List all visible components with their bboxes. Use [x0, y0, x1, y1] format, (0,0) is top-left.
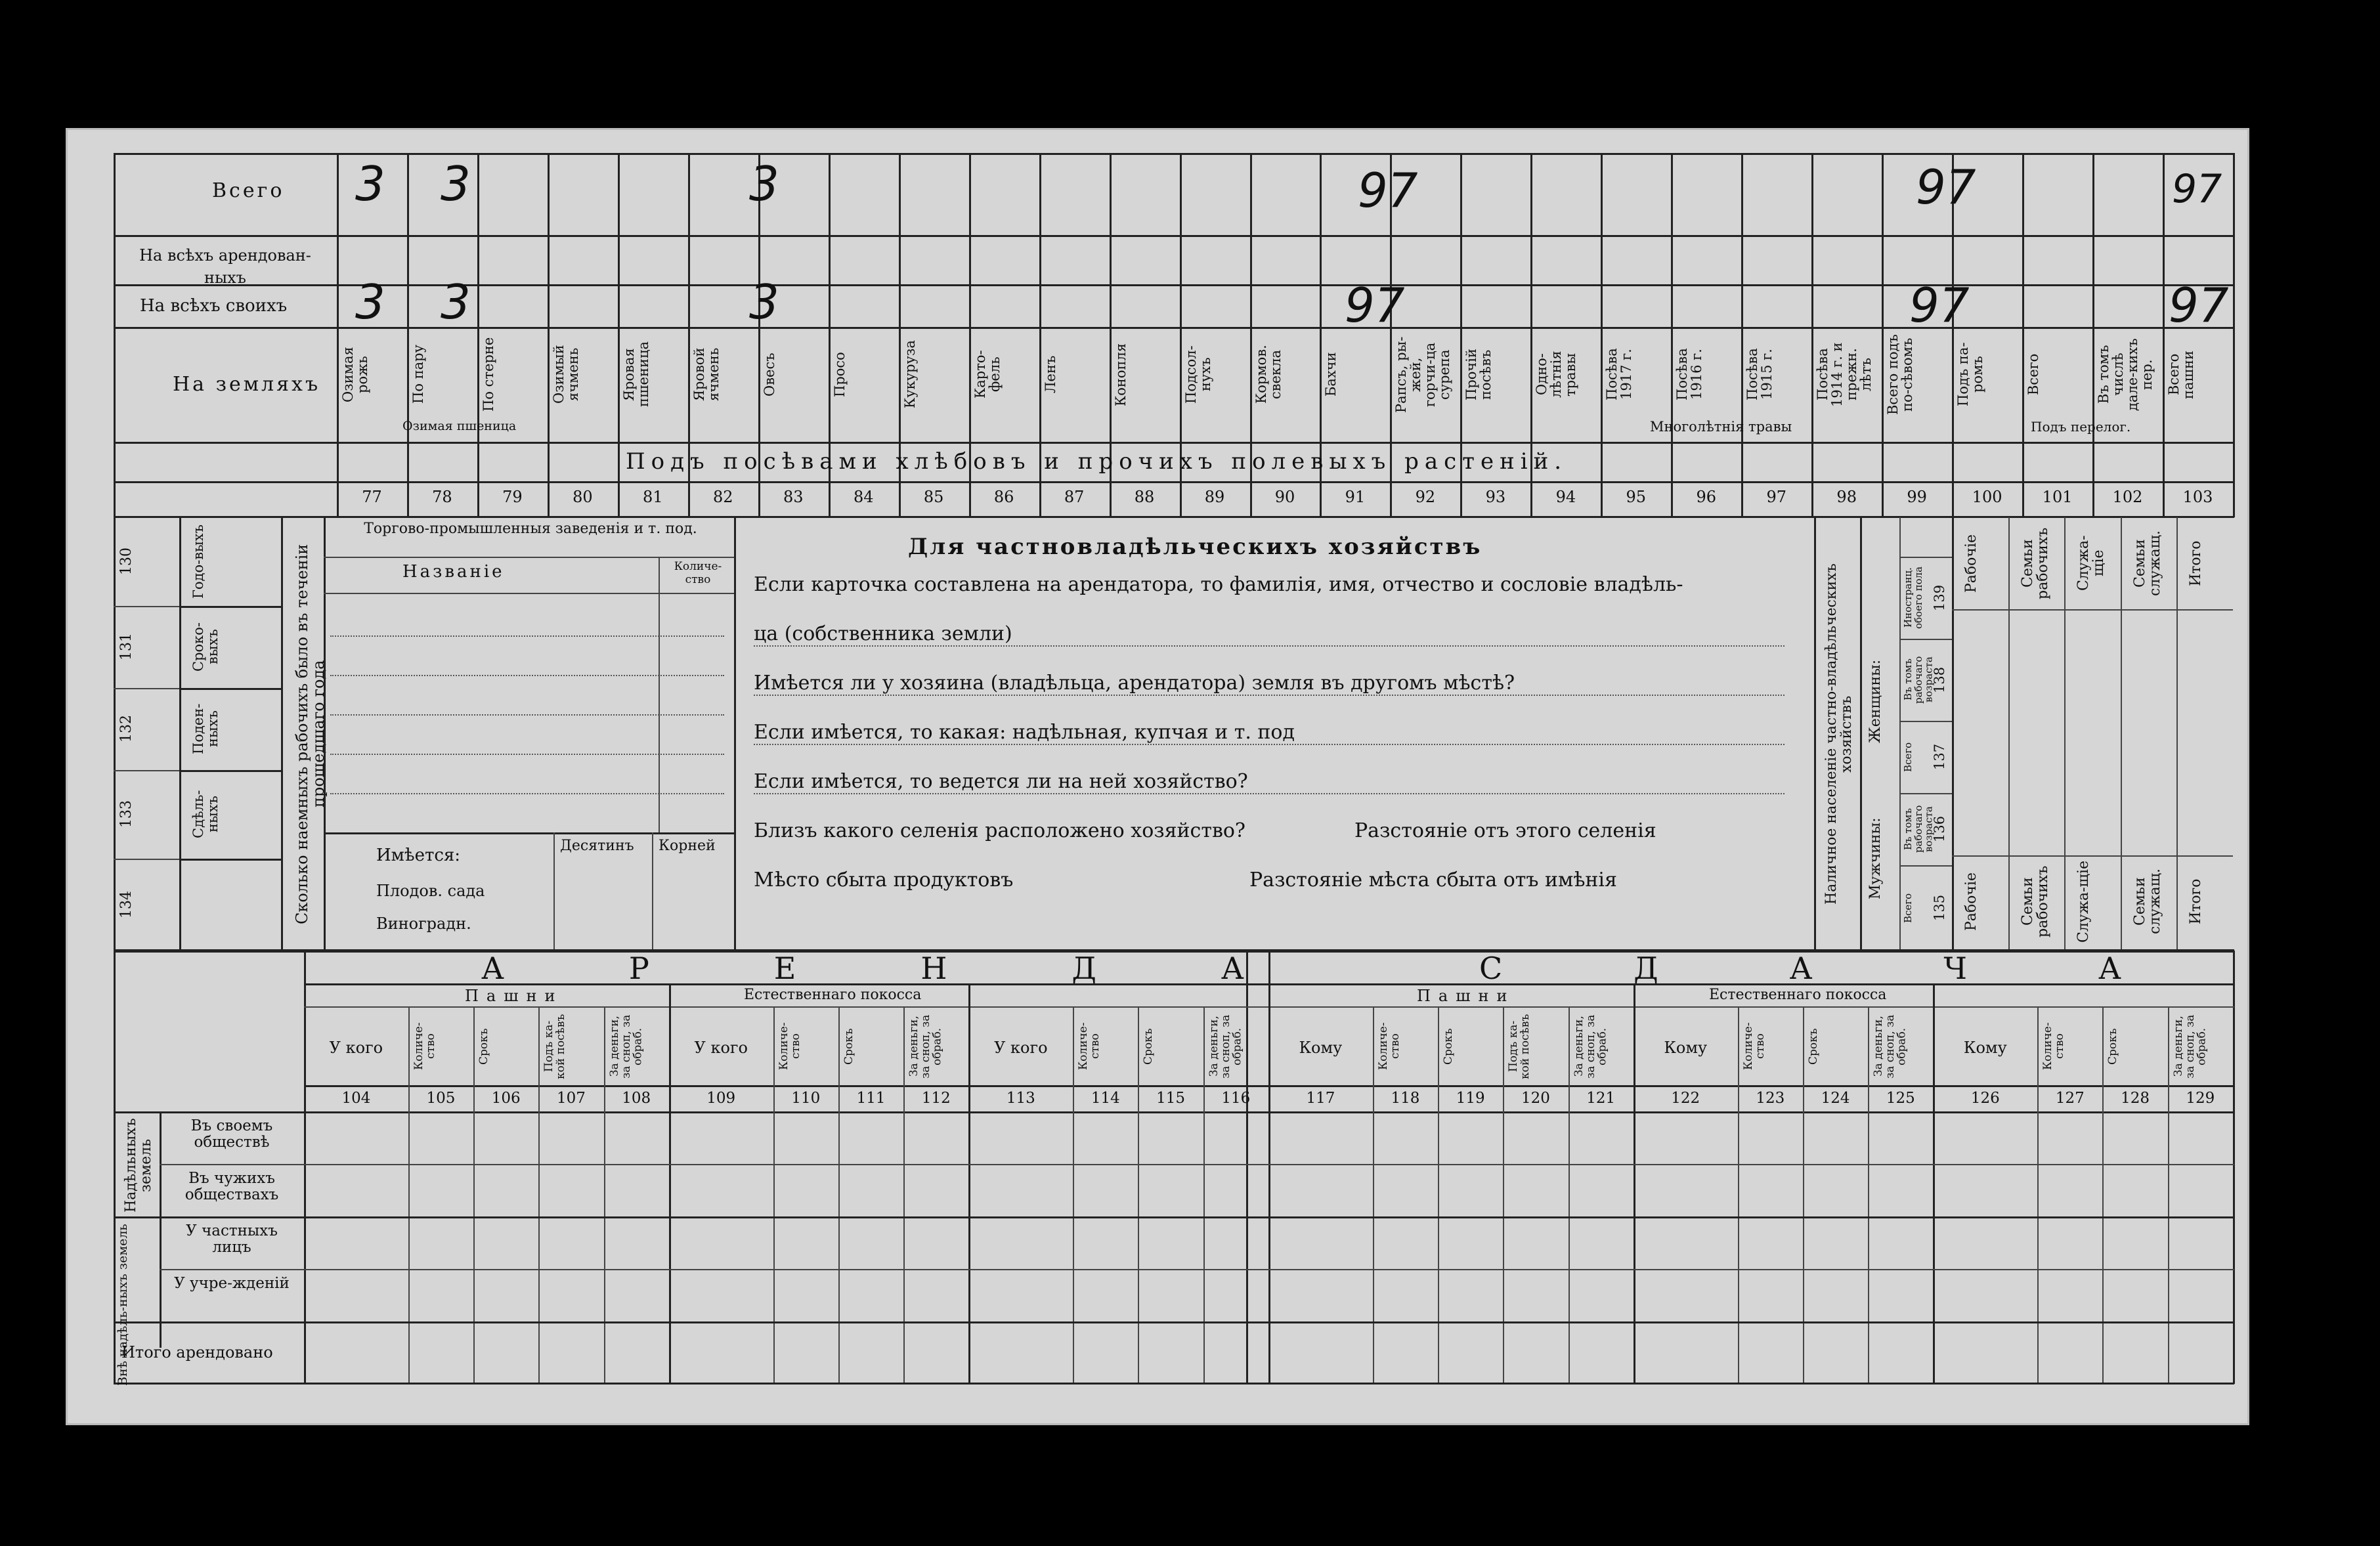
crop-col-number: 90 — [1274, 488, 1295, 506]
lease-col-number: 123 — [1756, 1090, 1785, 1107]
crop-col-number: 84 — [853, 488, 874, 506]
right-bottom-divider — [1952, 855, 2233, 857]
lease-col-label: Кому — [1664, 1039, 1708, 1057]
lease-col-label: Количе-ство — [412, 1022, 437, 1071]
crop-col-divider — [2163, 153, 2165, 517]
crop-col-number: 102 — [2112, 488, 2143, 506]
crop-col-number: 103 — [2182, 488, 2213, 506]
crop-col-label: Подсол-нухъ — [1182, 345, 1213, 404]
row-svoem: Въ своемъ обществѣ — [190, 1117, 273, 1151]
middle-block — [114, 517, 2234, 951]
row-label-svoih: На всѣхъ своихъ — [140, 296, 288, 316]
crop-col-number: 95 — [1626, 488, 1647, 506]
nadel-label: Надѣльныхъ земель — [123, 1118, 155, 1213]
women-label: Женщины: — [1867, 659, 1884, 743]
question-2: Имѣется ли у хозяина (владѣльца, арендатора) земля въ другомъ мѣстѣ? — [754, 672, 1785, 696]
lease-col-label: Количе-ство — [2041, 1022, 2067, 1071]
lease-col-divider — [838, 1006, 840, 1384]
crop-col-label: По стерне — [480, 337, 496, 412]
trade-qty-header: Количе-ство — [674, 560, 722, 586]
right-top-divider — [1952, 609, 2233, 611]
census-card — [66, 128, 2253, 1425]
pop-row-divider — [1899, 865, 1952, 867]
crop-col-number: 99 — [1907, 488, 1927, 506]
crop-col-number: 85 — [923, 488, 944, 506]
row-label-vsego: Всего — [212, 179, 285, 202]
crop-col-divider — [477, 153, 479, 517]
sub-label-mnogoletnie-travy: Многолѣтнiя травы — [1650, 419, 1792, 435]
right-col-label-bottom: Рабочiе — [1963, 872, 1980, 931]
right-col-label-bottom: Семьи служащ. — [2131, 868, 2163, 935]
worker-col-number: 130 — [118, 548, 135, 576]
trade-header: Торгово-промышленныя заведенiя и т. под. — [364, 521, 697, 537]
lease-col-number: 119 — [1456, 1090, 1485, 1107]
lease-col-number: 126 — [1970, 1090, 2000, 1107]
pop-col-number: 135 — [1932, 894, 1947, 922]
hw-svoi-78: 3 — [441, 274, 471, 330]
question-4: Если имѣется, то ведется ли на ней хозяйство? — [754, 770, 1785, 794]
men-label: Мужчины: — [1867, 817, 1884, 900]
crop-col-label: Одно-лѣтнiя травы — [1534, 351, 1579, 398]
imeetsya-label: Имѣется: — [376, 846, 461, 865]
crop-col-label: Прочiй посѣвъ — [1463, 349, 1494, 400]
hw-vsego-99: 97 — [1916, 160, 1976, 215]
crop-col-number: 77 — [362, 488, 382, 506]
crop-col-label: Яровая пшеница — [620, 341, 651, 408]
lease-col-number: 129 — [2186, 1090, 2215, 1107]
sdacha-title: СДАЧА — [1479, 951, 2253, 986]
pop-col-number: 139 — [1932, 584, 1947, 611]
crop-col-number: 98 — [1836, 488, 1857, 506]
lease-col-divider — [1868, 1006, 1869, 1384]
question-6b: Разстоянiе мѣста сбыта отъ имѣнiя — [1249, 869, 1617, 891]
crop-col-number: 101 — [2042, 488, 2073, 506]
hw-vsego-91: 97 — [1358, 163, 1418, 218]
worker-col-label: Сроко-выхъ — [190, 622, 221, 672]
lease-col-divider — [1803, 1006, 1804, 1384]
hw-svoi-91: 97 — [1345, 278, 1405, 333]
lease-col-number: 121 — [1586, 1090, 1616, 1107]
lease-col-label: Подъ ка-кой посѣвъ — [1507, 1014, 1532, 1079]
right-col-label-top: Семьи служащ. — [2131, 530, 2163, 597]
hw-vsego-78: 3 — [441, 156, 471, 211]
lease-col-number: 116 — [1221, 1090, 1251, 1107]
hw-svoi-77: 3 — [355, 274, 385, 330]
worker-col-label: Годо-выхъ — [190, 525, 206, 599]
crop-col-label: Всего пашни — [2166, 350, 2197, 399]
pop-col-label: Въ томъ рабочаго возраста — [1902, 656, 1935, 704]
crop-col-label: Посѣва 1916 г. — [1674, 348, 1705, 401]
population-vertical-caption: Наличное населенiе частно-владѣльческихъ хозяйствъ — [1823, 563, 1855, 905]
crop-col-number: 86 — [993, 488, 1014, 506]
lease-col-label: За деньги, за сноп, за обраб. — [1207, 1014, 1244, 1079]
lease-col-label: Срокъ — [1806, 1028, 1820, 1065]
worker-row-divider — [114, 859, 179, 860]
crop-col-label: Посѣва 1917 г. — [1604, 348, 1635, 401]
lease-col-label: У кого — [994, 1039, 1048, 1057]
crop-col-number: 89 — [1204, 488, 1225, 506]
crop-col-label: Карто-фель — [972, 350, 1003, 399]
crop-col-label: Конопля — [1112, 343, 1129, 406]
arenda-estestv: Естественнаго покосса — [744, 987, 922, 1003]
private-farms-title: Для частновладѣльческихъ хозяйствъ — [908, 534, 1482, 560]
lease-col-label: Срокъ — [1442, 1028, 1456, 1065]
lease-col-label: Количе-ство — [1376, 1022, 1402, 1071]
lease-col-label: За деньги, за сноп, за обраб. — [607, 1014, 645, 1079]
hw-vsego-77: 3 — [355, 156, 385, 211]
question-1b: ца (собственника земли) — [754, 622, 1785, 647]
crop-col-number: 82 — [713, 488, 733, 506]
crop-col-label: Озимый ячмень — [550, 345, 581, 404]
crop-col-label: По пару — [410, 345, 426, 404]
lease-col-divider — [1373, 1006, 1374, 1384]
right-col-label-top: Рабочiе — [1963, 534, 1980, 593]
right-col-label-bottom: Итого — [2188, 878, 2205, 924]
right-col-label-top: Семьи рабочихъ — [2019, 527, 2051, 599]
vne-nadel-label: Внѣ надѣль-ныхъ земель — [116, 1224, 130, 1386]
crop-col-label: Кормов. свекла — [1253, 345, 1284, 404]
crop-col-number: 94 — [1555, 488, 1576, 506]
crop-col-label: Кукуруза — [901, 340, 918, 409]
itogo-arendovano: Итого арендовано — [121, 1343, 273, 1362]
worker-col-label: Сдѣль-ныхъ — [190, 790, 221, 839]
worker-col-label: Поден-ныхъ — [190, 703, 221, 755]
lease-col-number: 120 — [1521, 1090, 1550, 1107]
lease-col-label: За деньги, за сноп, за обраб. — [907, 1014, 944, 1079]
lease-col-divider — [1203, 1006, 1205, 1384]
crop-col-number: 78 — [432, 488, 452, 506]
lease-col-number: 110 — [791, 1090, 821, 1107]
sub-label-ozimaya-pshenitsa: Озимая пшеница — [402, 419, 517, 433]
crops-banner: Подъ посѣвами хлѣбовъ и прочихъ полевыхъ растенiй. — [626, 448, 1568, 475]
korney-header: Корней — [659, 838, 716, 854]
lease-col-number: 109 — [706, 1090, 736, 1107]
right-col-divider — [2008, 517, 2010, 951]
question-5b: Разстоянiе отъ этого селенiя — [1354, 819, 1656, 842]
lease-col-divider — [2037, 1006, 2039, 1384]
crop-col-number: 91 — [1345, 488, 1366, 506]
hw-vsego-82: 3 — [749, 156, 779, 211]
lease-col-number: 108 — [622, 1090, 651, 1107]
lease-col-number: 107 — [556, 1090, 586, 1107]
pop-col-label: Всего — [1902, 742, 1914, 772]
lease-col-divider — [1268, 951, 1270, 1384]
lease-col-divider — [538, 1006, 540, 1384]
crop-col-label: Посѣва 1914 г. и прежн. лѣтъ — [1815, 342, 1874, 407]
question-1: Если карточка составлена на арендатора, то фамилiя, имя, отчество и сословiе владѣль- — [754, 573, 1683, 596]
lease-col-number: 128 — [2121, 1090, 2150, 1107]
crop-col-number: 97 — [1766, 488, 1786, 506]
lease-col-divider — [773, 1006, 775, 1384]
worker-row-divider — [114, 688, 179, 689]
right-col-divider — [2064, 517, 2066, 951]
crop-col-divider — [1811, 153, 1813, 517]
crop-col-label: Ленъ — [1042, 355, 1058, 394]
lease-col-divider — [1438, 1006, 1439, 1384]
question-6a: Мѣсто сбыта продуктовъ — [754, 869, 1014, 891]
hw-svoi-82: 3 — [749, 274, 779, 330]
lease-col-label: Срокъ — [842, 1028, 855, 1065]
crop-col-divider — [1601, 153, 1603, 517]
lease-col-number: 112 — [921, 1090, 951, 1107]
right-col-label-top: Итого — [2188, 540, 2205, 586]
crop-col-number: 93 — [1485, 488, 1506, 506]
row-label-arendovannyh: На всѣхъ арендован- ныхъ — [139, 246, 311, 287]
crop-col-number: 92 — [1415, 488, 1436, 506]
pop-row-divider — [1899, 793, 1952, 794]
worker-col-number: 134 — [118, 891, 135, 918]
crop-col-label: Озимая рожь — [340, 347, 371, 402]
crop-col-label: Всего — [2025, 353, 2042, 396]
lease-col-number: 104 — [341, 1090, 371, 1107]
desyatin-header: Десятинъ — [560, 838, 634, 854]
crop-col-number: 83 — [783, 488, 804, 506]
crop-col-divider — [618, 153, 620, 517]
lease-col-number: 106 — [491, 1090, 521, 1107]
vinogr-label: Виноградн. — [376, 914, 471, 933]
arenda-pashni: Пашни — [465, 987, 563, 1005]
crop-col-divider — [1671, 153, 1673, 517]
worker-col-number: 131 — [118, 633, 135, 661]
hw-svoi-103: 97 — [2169, 278, 2229, 333]
question-3: Если имѣется, то какая: надѣльная, купчая и т. под — [754, 721, 1785, 745]
row-chastnyh: У частныхъ лицъ — [186, 1222, 278, 1256]
sub-label-perelog: Подъ перелог. — [2031, 419, 2131, 435]
lease-col-number: 124 — [1821, 1090, 1850, 1107]
lease-col-divider — [1738, 1006, 1739, 1384]
lease-col-divider — [1073, 1006, 1074, 1384]
pop-col-label: Въ томъ рабочаго возраста — [1902, 805, 1935, 853]
hw-vsego-103: 97 — [2172, 166, 2222, 212]
hw-svoi-99: 97 — [1909, 278, 1970, 333]
lease-col-number: 118 — [1391, 1090, 1420, 1107]
plodov-label: Плодов. сада — [376, 882, 485, 900]
lease-col-number: 125 — [1886, 1090, 1915, 1107]
crop-col-divider — [407, 153, 409, 517]
right-col-label-top: Служа-щiе — [2075, 535, 2108, 591]
crop-col-label: Просо — [831, 352, 848, 397]
crop-col-number: 81 — [643, 488, 663, 506]
pop-row-divider — [1899, 721, 1952, 722]
lease-col-divider — [1503, 1006, 1504, 1384]
crop-col-label: Рапсъ, ры-жей, горчи-ца сурепа — [1393, 336, 1453, 413]
lease-col-label: Срокъ — [2106, 1028, 2120, 1065]
trade-name-header: Названiе — [402, 562, 505, 582]
lease-col-divider — [903, 1006, 905, 1384]
crop-col-divider — [1741, 153, 1743, 517]
pop-col-label: Всего — [1902, 893, 1914, 923]
row-uchrezhd: У учре-жденiй — [174, 1275, 290, 1292]
lease-col-number: 127 — [2055, 1090, 2085, 1107]
lease-col-label: Кому — [1963, 1039, 2007, 1057]
lease-col-divider — [2102, 1006, 2104, 1384]
lease-col-label: За деньги, за сноп, за обраб. — [2171, 1014, 2209, 1079]
crop-col-divider — [1882, 153, 1884, 517]
crops-table — [114, 153, 2234, 517]
lease-col-divider — [604, 1006, 605, 1384]
lease-col-number: 122 — [1671, 1090, 1700, 1107]
lease-col-divider — [2168, 1006, 2169, 1384]
lease-col-number: 113 — [1006, 1090, 1035, 1107]
lease-col-label: У кого — [329, 1039, 383, 1057]
lease-col-label: Количе-ство — [1741, 1022, 1767, 1071]
crop-col-label: Посѣва 1915 г. — [1744, 348, 1775, 401]
lease-col-label: За деньги, за сноп, за обраб. — [1872, 1014, 1909, 1079]
crop-col-divider — [2022, 153, 2024, 517]
sdacha-estestv: Естественнаго покосса — [1709, 987, 1887, 1003]
arenda-title: АРЕНДА — [481, 951, 1369, 986]
lease-col-divider — [408, 1006, 410, 1384]
right-col-divider — [2121, 517, 2122, 951]
crop-col-number: 79 — [502, 488, 523, 506]
question-5a: Близъ какого селенiя расположено хозяйство? — [754, 819, 1245, 842]
pop-col-number: 136 — [1932, 815, 1947, 843]
crop-col-number: 88 — [1134, 488, 1155, 506]
lease-col-label: Количе-ство — [777, 1022, 802, 1071]
crop-col-divider — [548, 153, 550, 517]
crop-col-number: 100 — [1972, 488, 2002, 506]
worker-row-divider — [114, 606, 179, 607]
worker-col-number: 132 — [118, 715, 135, 743]
lease-col-label: Кому — [1299, 1039, 1343, 1057]
lease-col-label: У кого — [694, 1039, 748, 1057]
crop-col-label: Яровой ячмень — [691, 347, 722, 402]
crop-col-number: 80 — [573, 488, 593, 506]
crop-col-number: 87 — [1064, 488, 1085, 506]
lease-col-label: Подъ ка-кой посѣвъ — [542, 1014, 568, 1079]
lease-col-label: Количе-ство — [1077, 1022, 1102, 1071]
pop-row-divider — [1899, 639, 1952, 640]
lease-col-number: 115 — [1156, 1090, 1186, 1107]
right-col-label-bottom: Служа-щiе — [2075, 860, 2092, 943]
crop-col-label: Подъ па-ромъ — [1955, 342, 1986, 407]
pop-col-number: 138 — [1932, 666, 1947, 693]
lease-col-number: 114 — [1091, 1090, 1120, 1107]
lease-col-number: 111 — [856, 1090, 886, 1107]
crop-col-number: 96 — [1696, 488, 1717, 506]
workers-vertical-caption: Сколько наемныхъ рабочихъ было въ теченiи прошедшаго года — [293, 544, 328, 924]
sdacha-pashni: Пашни — [1417, 987, 1515, 1005]
lease-col-label: Срокъ — [1142, 1028, 1156, 1065]
crop-col-label: Овесъ — [761, 353, 777, 397]
right-col-divider — [2176, 517, 2178, 951]
row-chuzhih: Въ чужихъ обществахъ — [184, 1170, 279, 1204]
crop-col-label: Бахчи — [1323, 352, 1339, 397]
lease-col-divider — [1138, 1006, 1139, 1384]
pop-col-label: Иностранц. обоего пола — [1902, 566, 1924, 630]
right-col-label-bottom: Семьи рабочихъ — [2019, 865, 2051, 937]
lease-col-label: За деньги, за сноп, за обраб. — [1572, 1014, 1609, 1079]
crop-col-divider — [2092, 153, 2094, 517]
pop-row-divider — [1899, 557, 1952, 558]
lease-table — [114, 951, 2253, 1386]
lease-col-divider — [473, 1006, 475, 1384]
lease-col-divider — [1569, 1006, 1570, 1384]
lease-col-number: 117 — [1306, 1090, 1335, 1107]
worker-col-number: 133 — [118, 800, 135, 828]
lease-col-number: 105 — [426, 1090, 456, 1107]
crop-col-label: Въ томъ числѣ дале-кихъ пер. — [2096, 338, 2155, 411]
pop-col-number: 137 — [1932, 743, 1947, 771]
crop-col-label: Всего подъ по-сѣвомъ — [1885, 334, 1916, 415]
worker-row-divider — [114, 770, 179, 771]
lease-col-label: Срокъ — [477, 1028, 491, 1065]
row-label-na-zemlyah: На земляхъ — [173, 373, 321, 396]
